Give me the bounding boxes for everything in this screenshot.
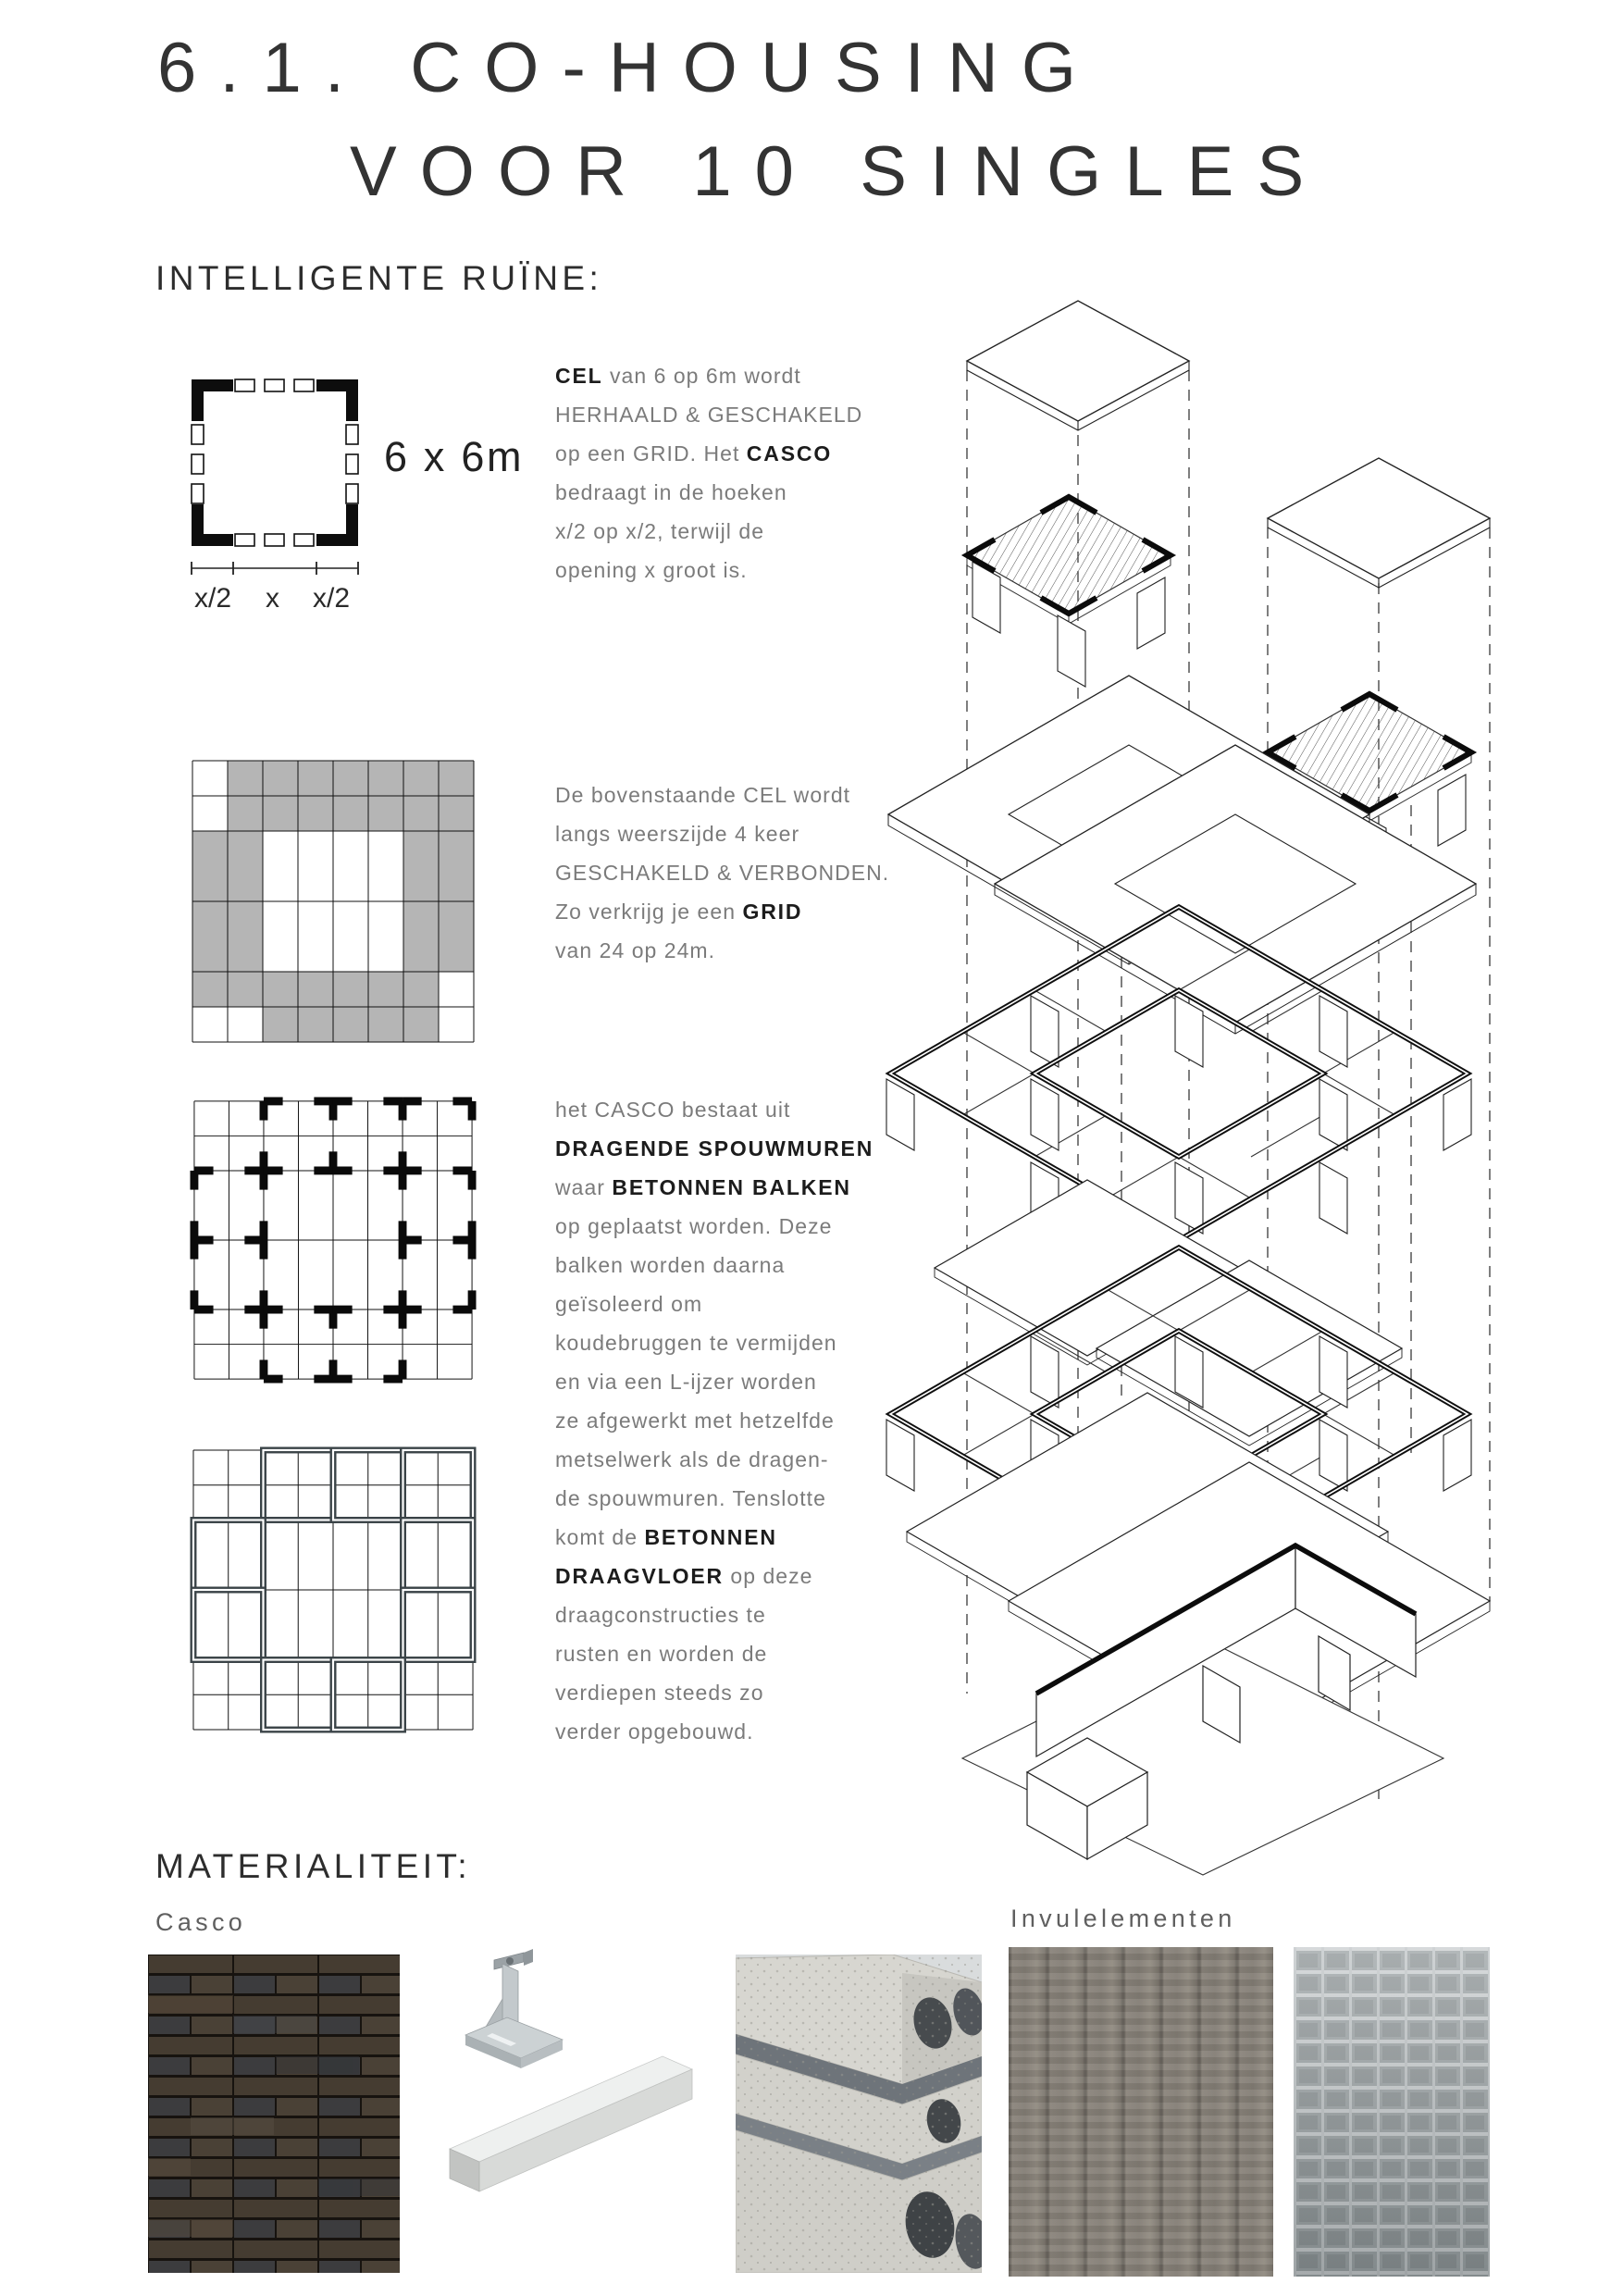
photo-brick-masonry bbox=[148, 1955, 400, 2273]
text-block-grid bbox=[555, 776, 890, 970]
text-line: komt de BETONNEN bbox=[555, 1525, 777, 1549]
cell-corner-walls bbox=[192, 379, 358, 546]
text-line: metselwerk als de dragen- bbox=[555, 1447, 829, 1471]
text-line: verder opgebouwd. bbox=[555, 1719, 754, 1744]
text-line: DRAAGVLOER op deze bbox=[555, 1564, 813, 1588]
text-line: ze afgewerkt met hetzelfde bbox=[555, 1409, 835, 1433]
dim-label-right: x/2 bbox=[313, 583, 351, 614]
text-line: de spouwmuren. Tenslotte bbox=[555, 1486, 826, 1510]
exploded-axonometric-drawing bbox=[879, 250, 1527, 1879]
text-line: koudebruggen te vermijden bbox=[555, 1331, 837, 1355]
text-line: langs weerszijde 4 keer bbox=[555, 822, 800, 846]
page-title-line2: VOOR 10 SINGLES bbox=[350, 132, 1328, 211]
text-line: DRAGENDE SPOUWMUREN bbox=[555, 1136, 874, 1160]
structural-walls-plan-diagram bbox=[189, 1096, 477, 1384]
cell-plan-diagram bbox=[178, 372, 381, 622]
photo-stacked-hollow-core-slabs bbox=[736, 1955, 982, 2273]
text-line: CEL van 6 op 6m wordt bbox=[555, 364, 801, 388]
label-invulelementen: Invulelementen bbox=[1010, 1905, 1236, 1932]
text-line: op geplaatst worden. Deze bbox=[555, 1214, 833, 1238]
text-line: balken worden daarna bbox=[555, 1253, 786, 1277]
text-line: rusten en worden de bbox=[555, 1642, 768, 1666]
text-line: het CASCO bestaat uit bbox=[555, 1098, 791, 1122]
cell-module-left bbox=[967, 497, 1171, 687]
text-line: geïsoleerd om bbox=[555, 1292, 703, 1316]
text-block-cel bbox=[555, 356, 863, 590]
page-title-line1: 6.1. CO-HOUSING bbox=[157, 29, 1100, 107]
section-heading-materialiteit: MATERIALITEIT: bbox=[155, 1847, 472, 1885]
text-block-casco bbox=[555, 1090, 874, 1751]
text-line: Zo verkrijg je een GRID bbox=[555, 900, 803, 924]
text-line: De bovenstaande CEL wordt bbox=[555, 783, 851, 807]
cell-dashed-cavity-walls bbox=[192, 379, 358, 546]
text-line: x/2 op x/2, terwijl de bbox=[555, 519, 765, 543]
text-line: draagconstructies te bbox=[555, 1603, 766, 1627]
photo-steel-grating bbox=[1294, 1947, 1490, 2277]
text-line: HERHAALD & GESCHAKELD bbox=[555, 403, 863, 427]
label-casco: Casco bbox=[155, 1908, 247, 1936]
cell-size-label: 6 x 6m bbox=[384, 433, 525, 480]
text-line: waar BETONNEN BALKEN bbox=[555, 1175, 851, 1199]
text-line: en via een L-ijzer worden bbox=[555, 1370, 817, 1394]
cell-prism-slab-left bbox=[967, 301, 1189, 430]
dim-label-mid: x bbox=[266, 583, 279, 614]
text-line: opening x groot is. bbox=[555, 558, 748, 582]
photo-grey-wood-planks bbox=[1009, 1947, 1273, 2277]
text-line: bedraagt in de hoeken bbox=[555, 480, 787, 504]
text-line: op een GRID. Het CASCO bbox=[555, 441, 833, 465]
section-heading-intelligente-ruine: INTELLIGENTE RUÏNE: bbox=[155, 259, 603, 297]
floor-plan-diagram bbox=[189, 1446, 477, 1734]
grid-24x24-diagram bbox=[189, 757, 477, 1046]
photo-steel-anchor-and-concrete-beam bbox=[415, 1947, 733, 2273]
text-line: verdiepen steeds zo bbox=[555, 1681, 764, 1705]
dim-label-left: x/2 bbox=[194, 583, 232, 614]
dimension-line bbox=[192, 562, 358, 575]
text-line: GESCHAKELD & VERBONDEN. bbox=[555, 861, 890, 885]
text-line: van 24 op 24m. bbox=[555, 938, 716, 962]
cell-prism-slab-right bbox=[1268, 458, 1490, 588]
